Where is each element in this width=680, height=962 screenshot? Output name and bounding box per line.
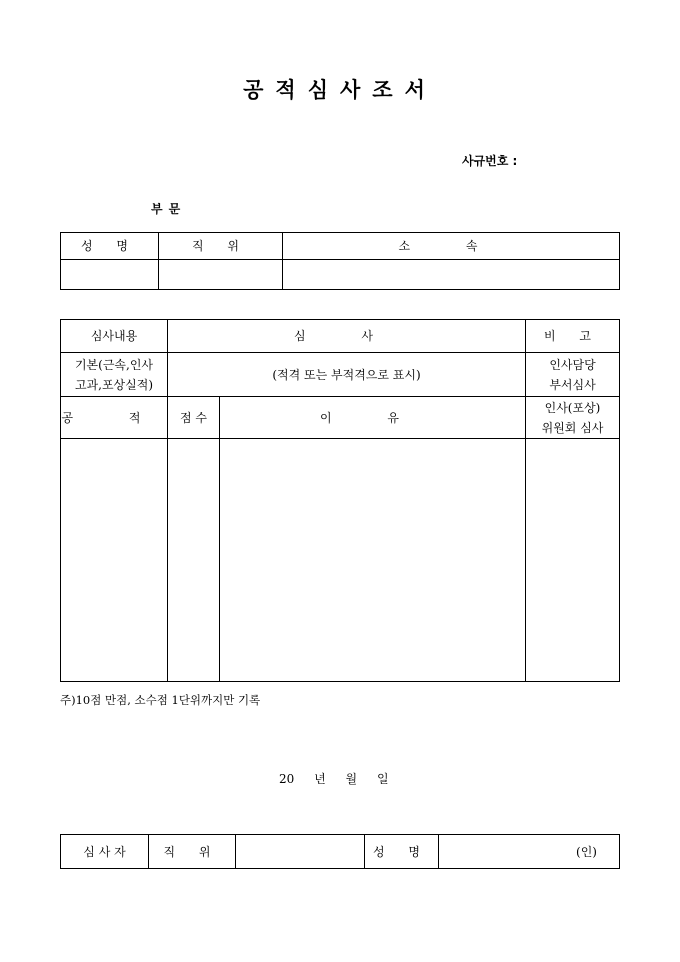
merit-cell[interactable] (61, 439, 168, 682)
committee-review-line-1: 인사(포상) (544, 400, 601, 415)
hr-dept-review-label (526, 353, 620, 397)
position-header: 직 위 (159, 233, 283, 260)
eligibility-hint[interactable]: (적격 또는 부적격으로 표시) (168, 353, 526, 397)
signature-position-value[interactable] (236, 835, 365, 869)
basic-criteria-label (61, 353, 168, 397)
scoring-note: 주)10점 만점, 소수점 1단위까지만 기록 (60, 693, 261, 707)
person-info-table (60, 232, 620, 290)
reviewer-label: 심 사 자 (61, 835, 149, 869)
signature-position-label: 직 위 (149, 835, 236, 869)
date-month: 월 (345, 772, 358, 786)
date-line (279, 770, 389, 787)
remark-cell[interactable] (526, 439, 620, 682)
reason-cell[interactable] (220, 439, 526, 682)
review-table (60, 319, 620, 682)
review-content-header: 심사내용 (61, 320, 168, 353)
signature-table (60, 834, 620, 869)
name-cell[interactable] (61, 260, 159, 290)
basic-criteria-line-1: 기본(근속,인사 (74, 357, 154, 372)
hr-dept-review-line-1: 인사담당 (549, 357, 596, 372)
score-cell[interactable] (168, 439, 220, 682)
merit-header: 공 적 (61, 397, 168, 439)
department-label: 부문 (151, 202, 187, 216)
affiliation-cell[interactable] (283, 260, 620, 290)
committee-review-label (526, 397, 620, 439)
score-header: 점 수 (168, 397, 220, 439)
review-header: 심 사 (168, 320, 526, 353)
document-title: 공적심사조서 (243, 78, 437, 102)
hr-dept-review-line-2: 부서심사 (549, 377, 596, 392)
position-cell[interactable] (159, 260, 283, 290)
date-day: 일 (376, 772, 389, 786)
basic-criteria-line-2: 고과,포상실적) (74, 377, 154, 392)
date-year: 년 (314, 772, 326, 786)
signature-name-label: 성 명 (365, 835, 439, 869)
regulation-number-label: 사규번호 : (462, 154, 518, 168)
seal-mark[interactable]: (인) (439, 835, 620, 869)
date-year-prefix: 20 (279, 772, 295, 786)
committee-review-line-2: 위원회 심사 (541, 420, 604, 435)
affiliation-header: 소 속 (283, 233, 620, 260)
remark-header: 비 고 (526, 320, 620, 353)
name-header: 성 명 (61, 233, 159, 260)
reason-header: 이 유 (220, 397, 526, 439)
